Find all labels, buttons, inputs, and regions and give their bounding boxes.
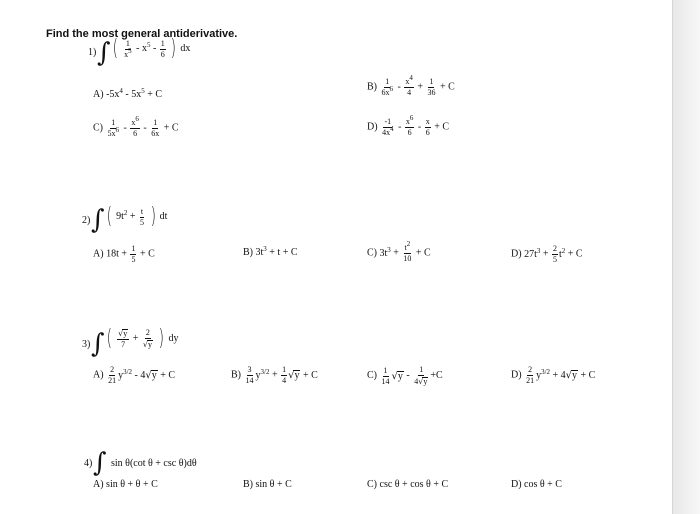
- sqrt-icon: √: [565, 370, 573, 381]
- left-paren-icon: (: [112, 36, 118, 61]
- p4-choice-b[interactable]: B) sin θ + C: [243, 479, 292, 490]
- sqrt-icon: √: [142, 340, 148, 349]
- problem-2-integrand: ( $9t^2$ + $\frac{t}{5}$ ) dt: [106, 204, 168, 229]
- integral-sign-icon: ∫: [91, 329, 105, 359]
- p1-choice-c[interactable]: C) $\frac{1}{5x^6}$ - $\frac{x^6}{6}$ - $\frac{1}{6x}$ + C: [93, 115, 179, 138]
- left-paren-icon: (: [106, 204, 112, 229]
- right-paren-icon: ): [171, 36, 177, 61]
- p3-choice-d[interactable]: D) $\frac{2}{21}$ $y^{3/2} + 4√y + C$: [511, 365, 596, 385]
- p3-choice-b[interactable]: B) $\frac{3}{14}$ $y^{3/2}$ + $\frac{1}{4}$ √y + C: [231, 365, 318, 385]
- problem-3-integrand: ( $\frac{√y}{7}$ + $\frac{2}{√y}$ ) dy: [106, 326, 179, 351]
- integral-sign-icon: ∫: [93, 448, 107, 478]
- p4-choice-a[interactable]: A) sin θ + θ + C: [93, 479, 158, 490]
- integral-sign-icon: ∫: [97, 38, 111, 68]
- problem-4-number: 4): [84, 458, 93, 469]
- right-paren-icon: ): [150, 204, 156, 229]
- p4-choice-c[interactable]: C) csc θ + cos θ + C: [367, 479, 449, 490]
- p2-choice-d[interactable]: D) $27t^3$ + $\frac{2}{5}$ $t^2 + C$: [511, 244, 583, 264]
- sqrt-icon: √: [145, 370, 152, 381]
- problem-1-integrand: ( $\frac{1}{x^5}$ - $x^5$ - $\frac{1}{6}$ ) dx: [112, 36, 191, 61]
- p2-choice-a[interactable]: A) 18t + $\frac{1}{5}$ + C: [93, 244, 155, 264]
- page-edge-shadow: [672, 0, 700, 514]
- p1-choice-a[interactable]: A) $-5x^4 - 5x^5 + C$: [93, 87, 163, 100]
- p2-choice-b[interactable]: B) $3t^3 + t + C$: [243, 245, 298, 258]
- p1-choice-b[interactable]: B) $\frac{1}{6x^6}$ - $\frac{x^4}{4}$ + $\frac{1}{36}$ + C: [367, 74, 455, 97]
- right-paren-icon: ): [159, 326, 165, 351]
- p2-choice-c[interactable]: C) $3t^3$ + $\frac{t^2}{10}$ + C: [367, 240, 431, 263]
- integral-sign-icon: ∫: [91, 205, 105, 235]
- problem-1-number: 1): [88, 47, 97, 58]
- sqrt-icon: √: [391, 370, 398, 382]
- sqrt-icon: √: [418, 377, 424, 386]
- problem-4-integrand: sin θ(cot θ + csc θ)dθ: [111, 458, 197, 469]
- sqrt-icon: √: [288, 370, 295, 381]
- problem-2-number: 2): [82, 215, 91, 226]
- problem-3-number: 3): [82, 339, 91, 350]
- p1-choice-d[interactable]: D) $\frac{-1}{4x^4}$ - $\frac{x^6}{6}$ - $\frac{x}{6}$ + C: [367, 114, 450, 137]
- p3-choice-a[interactable]: A) $\frac{2}{21}$ $y^{3/2} - 4√y + C$: [93, 365, 176, 385]
- left-paren-icon: (: [106, 326, 112, 351]
- page-title: Find the most general antiderivative.: [46, 28, 238, 40]
- p4-choice-d[interactable]: D) cos θ + C: [511, 479, 562, 490]
- sqrt-icon: √: [118, 329, 124, 338]
- p3-choice-c[interactable]: C) $\frac{1}{14}$ √y - $\frac{1}{4√y}$ +C: [367, 365, 443, 386]
